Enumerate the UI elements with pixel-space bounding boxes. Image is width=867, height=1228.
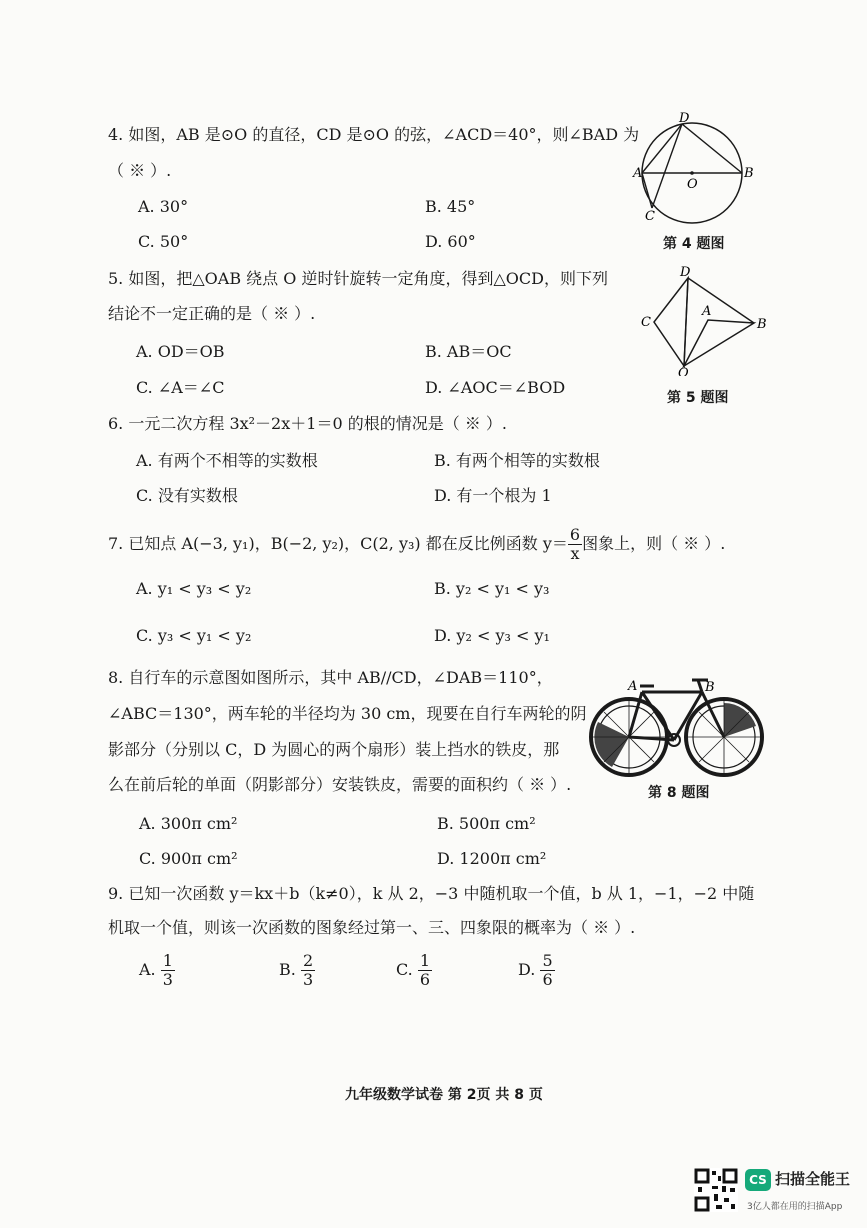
q7-option-d: D. y₂ < y₃ < y₁ (434, 626, 550, 645)
q5-option-c: C. ∠A＝∠C (136, 378, 225, 397)
watermark-brand: 扫描全能王 (775, 1170, 851, 1188)
q5-caption: 第 5 题图 (667, 390, 729, 406)
q6-text-line1: 6. 一元二次方程 3x²－2x＋1＝0 的根的情况是（ ※ ）. (108, 414, 507, 433)
q5-text-line2: 结论不一定正确的是（ ※ ）. (108, 304, 316, 323)
q9-option-a-letter: A. (139, 960, 156, 979)
q9-option-d-letter: D. (518, 960, 536, 979)
q4-text-line1: 4. 如图，AB 是⊙O 的直径，CD 是⊙O 的弦，∠ACD＝40°，则∠BAD 为 (108, 125, 640, 144)
page-footer: 九年级数学试卷 第 2页 共 8 页 (345, 1087, 543, 1103)
q4-figure (630, 110, 755, 225)
q8-label-b: B (705, 680, 715, 695)
q9-text-line1: 9. 已知一次函数 y＝kx＋b（k≠0），k 从 2，−3 中随机取一个值，b 从 1，−1，−2 中随 (108, 884, 755, 903)
q5-label-c: C (641, 315, 651, 330)
q8-option-a: A. 300π cm² (139, 814, 238, 833)
q6-option-c: C. 没有实数根 (136, 486, 238, 505)
q9-option-b-den: 3 (302, 970, 314, 989)
q7-option-b: B. y₂ < y₁ < y₃ (434, 579, 550, 598)
q7-text-line1 (108, 526, 725, 563)
q7-text-pre: 7. 已知点 A(−3, y₁)，B(−2, y₂)，C(2, y₃) 都在反比例函数 y＝ (108, 534, 568, 553)
q5-figure (636, 264, 771, 376)
q9-option-b-num: 2 (302, 951, 314, 970)
watermark-tagline: 3亿人都在用的扫描App (747, 1202, 843, 1212)
q8-text-line1: 8. 自行车的示意图如图所示，其中 AB//CD，∠DAB＝110°， (108, 668, 553, 687)
q9-option-c-num: 1 (419, 951, 431, 970)
q9-option-b-letter: B. (279, 960, 296, 979)
q9-option-c (396, 952, 432, 989)
q9-option-c-fraction (418, 952, 432, 989)
q4-caption: 第 4 题图 (663, 236, 725, 252)
q4-label-d: D (679, 111, 690, 126)
q6-option-a: A. 有两个不相等的实数根 (136, 451, 318, 470)
q9-option-c-den: 6 (419, 970, 431, 989)
q9-option-a (139, 952, 175, 989)
q7-text-post: 图象上，则（ ※ ）. (582, 534, 726, 553)
q5-label-b: B (757, 317, 767, 332)
q8-text-line4: 么在前后轮的单面（阴影部分）安装铁皮，需要的面积约（ ※ ）. (108, 775, 572, 794)
q8-option-d: D. 1200π cm² (437, 849, 547, 868)
q4-label-c: C (645, 209, 655, 224)
q5-option-d: D. ∠AOC＝∠BOD (425, 378, 566, 397)
camscanner-logo: CS (745, 1169, 771, 1191)
q6-option-b: B. 有两个相等的实数根 (434, 451, 600, 470)
q4-option-b: B. 45° (425, 197, 476, 216)
q9-option-a-num: 1 (162, 951, 173, 970)
q9-option-b (279, 952, 315, 989)
q8-bicycle-figure (584, 672, 769, 777)
q7-fraction (568, 526, 582, 563)
q6-option-d: D. 有一个根为 1 (434, 486, 552, 505)
q4-label-b: B (744, 166, 754, 181)
q7-option-a: A. y₁ < y₃ < y₂ (136, 579, 252, 598)
q9-option-d-num: 5 (542, 951, 553, 970)
q9-option-b-fraction (301, 952, 315, 989)
q8-caption: 第 8 题图 (648, 785, 710, 801)
q4-label-a: A (633, 166, 643, 181)
q9-option-c-letter: C. (396, 960, 413, 979)
q5-option-a: A. OD＝OB (136, 342, 225, 361)
q8-option-c: C. 900π cm² (139, 849, 238, 868)
q9-text-line2: 机取一个值，则该一次函数的图象经过第一、三、四象限的概率为（ ※ ）. (108, 918, 636, 937)
q4-option-c: C. 50° (138, 232, 189, 251)
q9-option-a-den: 3 (162, 970, 173, 989)
q5-text-line1: 5. 如图，把△OAB 绕点 O 逆时针旋转一定角度，得到△OCD，则下列 (108, 269, 608, 288)
q7-option-c: C. y₃ < y₁ < y₂ (136, 626, 252, 645)
q8-label-a: A (628, 679, 638, 694)
q5-option-b: B. AB＝OC (425, 342, 512, 361)
q7-fraction-num: 6 (569, 525, 581, 544)
q8-option-b: B. 500π cm² (437, 814, 536, 833)
q8-text-line3: 影部分（分别以 C，D 为圆心的两个扇形）装上挡水的铁皮，那 (108, 740, 560, 759)
q4-option-d: D. 60° (425, 232, 476, 251)
qr-code-icon (694, 1168, 738, 1212)
q4-label-o: O (687, 177, 698, 192)
q9-option-d-fraction (540, 952, 554, 989)
q8-text-line2: ∠ABC＝130°，两车轮的半径均为 30 cm，现要在自行车两轮的阴 (108, 704, 587, 723)
q5-label-o: O (678, 366, 689, 376)
q4-option-a: A. 30° (138, 197, 189, 216)
q4-text-line2: （ ※ ）. (108, 161, 172, 180)
q9-option-a-fraction (161, 952, 175, 989)
q5-label-a: A (702, 304, 712, 319)
q9-option-d (518, 952, 555, 989)
q7-fraction-den: x (570, 544, 580, 563)
q9-option-d-den: 6 (542, 970, 553, 989)
q5-label-d: D (680, 265, 691, 280)
